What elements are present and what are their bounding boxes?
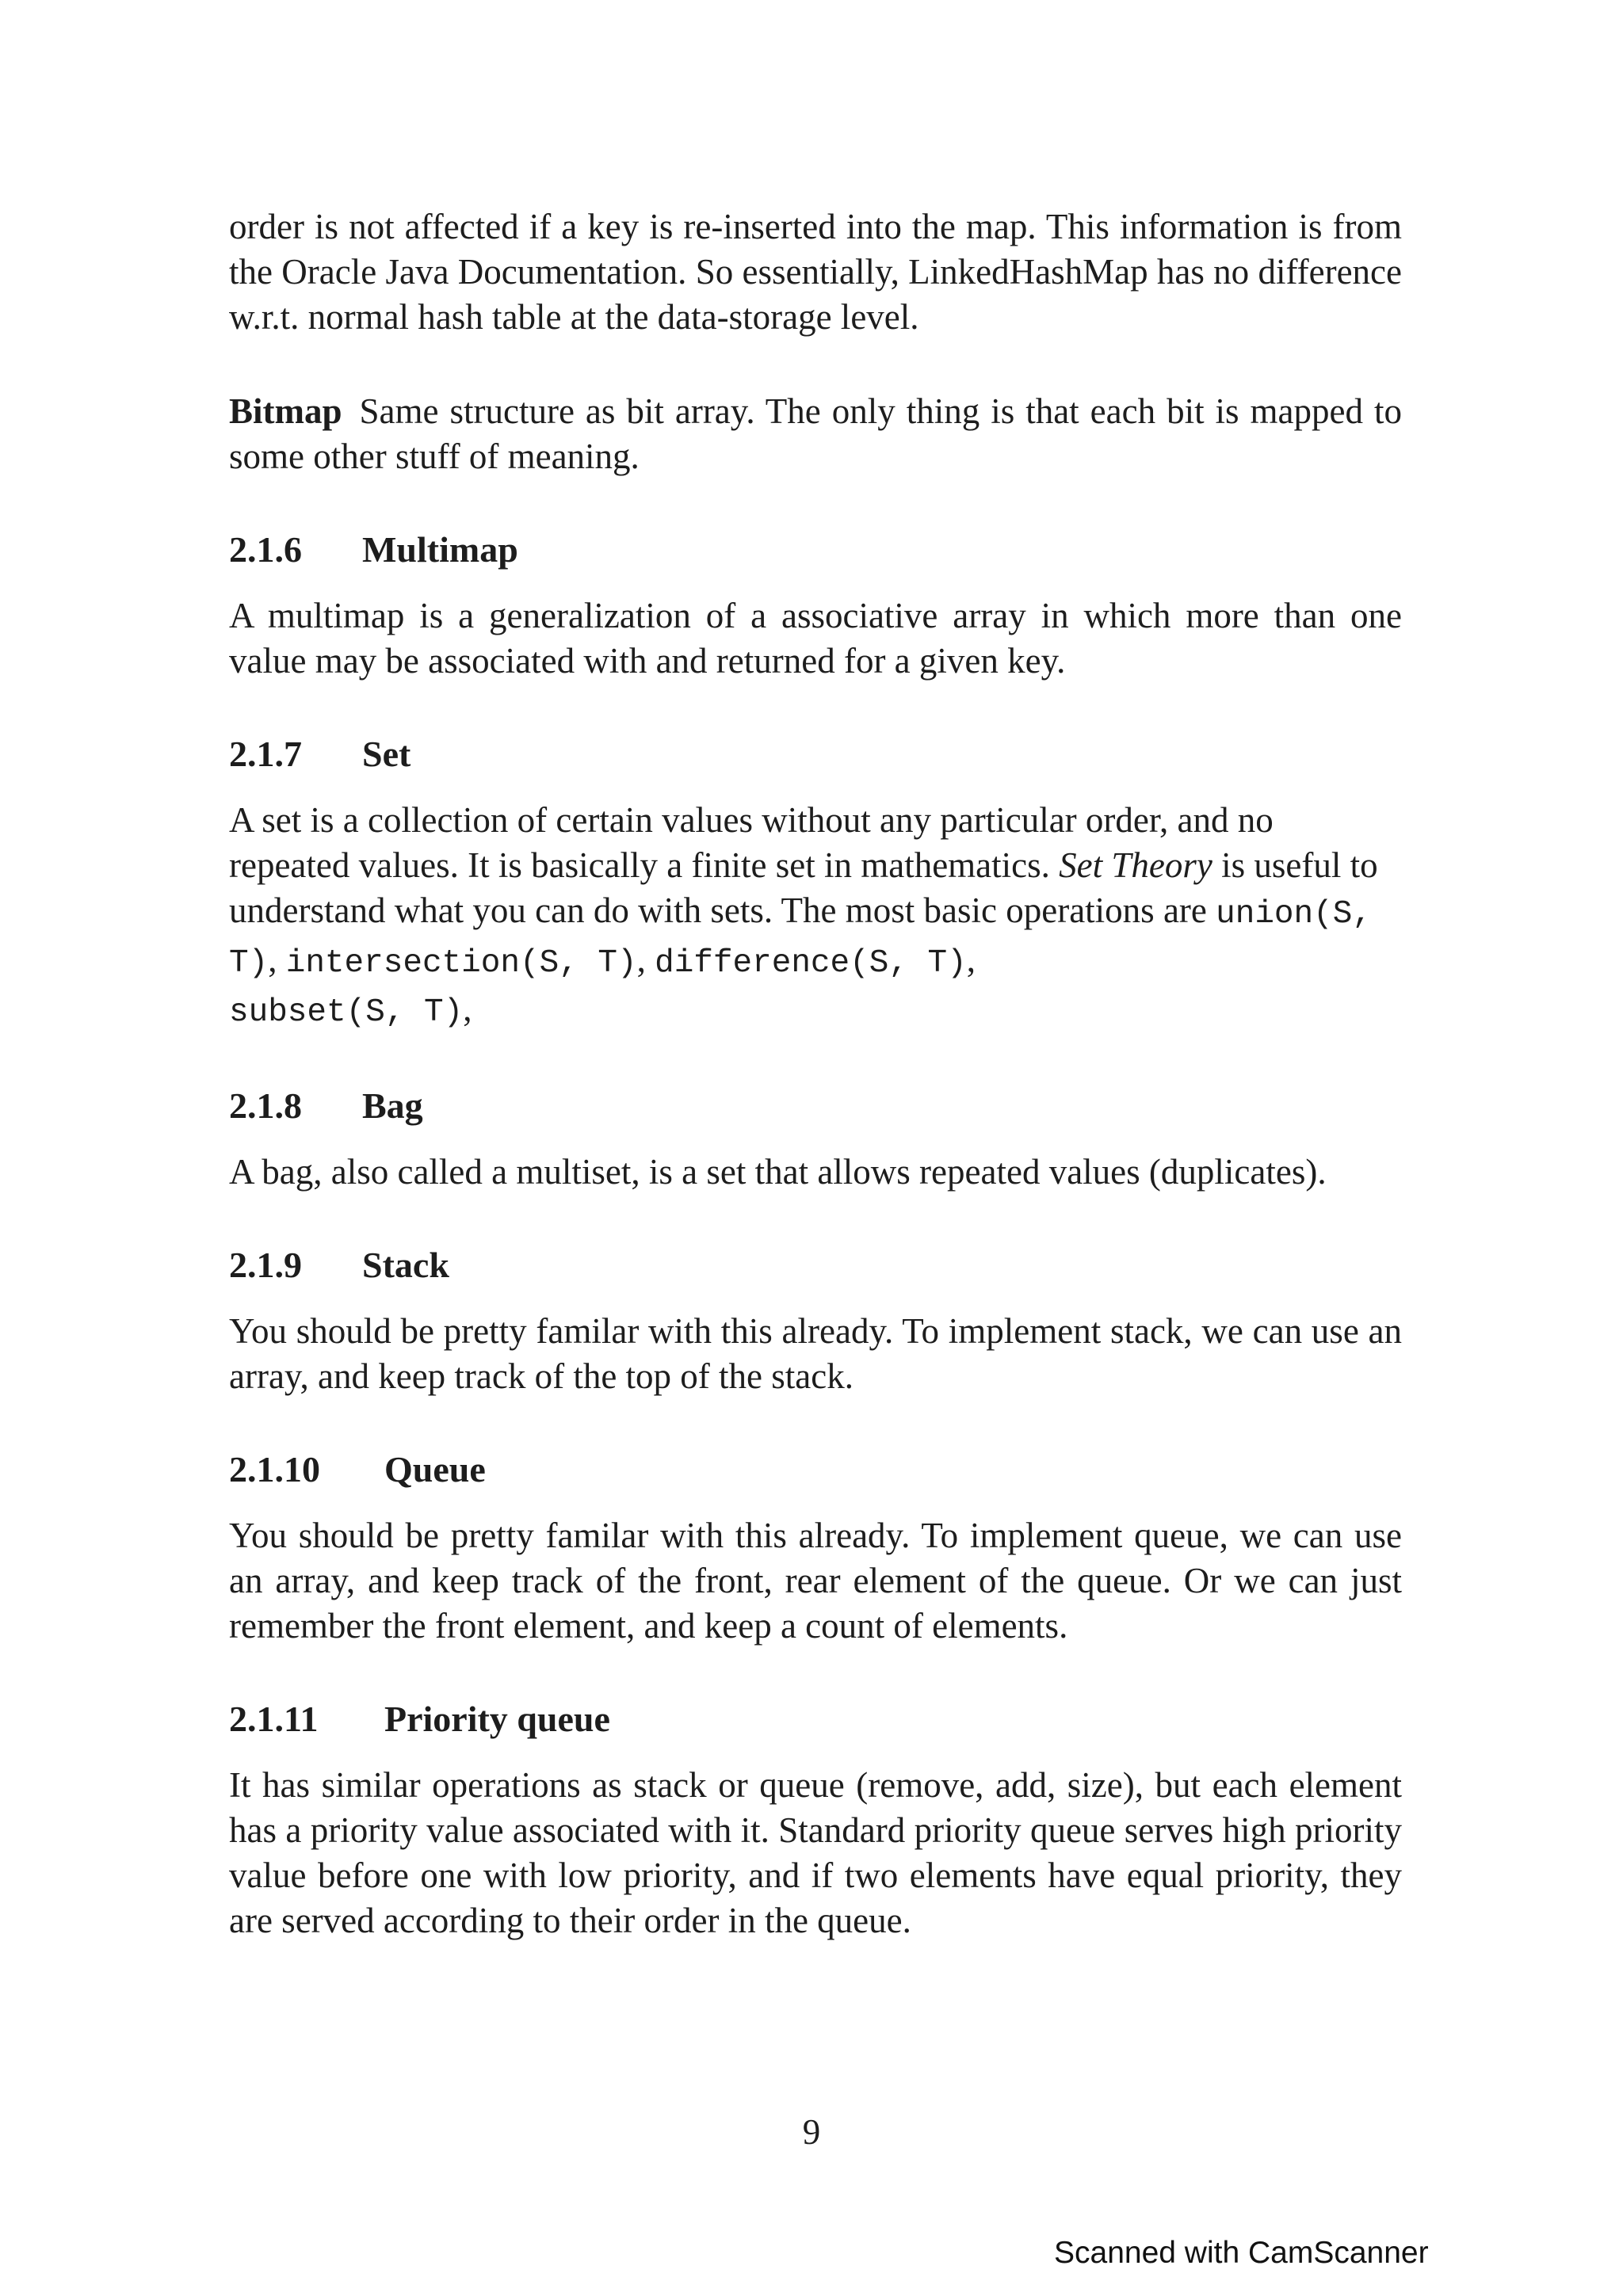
set-theory-emphasis: Set Theory	[1059, 845, 1212, 885]
section-heading-queue	[229, 1447, 1402, 1492]
section-title: Priority queue	[384, 1699, 610, 1739]
section-number: 2.1.7	[229, 734, 302, 774]
separator: ,	[966, 940, 976, 979]
separator: ,	[636, 940, 655, 979]
section-heading-priority-queue	[229, 1696, 1402, 1741]
bitmap-paragraph	[229, 389, 1402, 479]
section-heading-set	[229, 731, 1402, 776]
section-title: Stack	[362, 1245, 449, 1285]
section-body-set	[229, 798, 1402, 1035]
set-text-part: is useful to understand what you can do with sets. The most basic operations are	[229, 845, 1378, 930]
section-heading-multimap	[229, 527, 1402, 572]
section-heading-bag	[229, 1083, 1402, 1128]
code-intersection: intersection(S, T)	[285, 945, 637, 982]
code-difference: difference(S, T)	[655, 945, 967, 982]
separator: ,	[268, 940, 286, 979]
code-subset: subset(S, T)	[229, 994, 464, 1031]
section-body-stack: You should be pretty familar with this already. To implement stack, we can use an array, and keep track of the top of the stack.	[229, 1311, 1402, 1396]
code-union: union(S, T)	[229, 896, 1372, 982]
section-title: Multimap	[362, 529, 518, 570]
section-number: 2.1.10	[229, 1449, 320, 1489]
section-body-priority-queue: It has similar operations as stack or queue (remove, add, size), but each element has a priority value associated with it. Standard priority queue serves high priority value before one with low priority, and if two elements have equal priority, they are served according to their order in the queue.	[229, 1765, 1402, 1940]
scanner-watermark: Scanned with CamScanner	[1054, 2236, 1429, 2270]
section-title: Bag	[362, 1085, 423, 1126]
section-number: 2.1.6	[229, 529, 302, 570]
set-text-part: A set is a collection of certain values without any particular order, and no repeated values. It is basically a finite set in mathematics.	[229, 800, 1274, 885]
section-body-multimap: A multimap is a generalization of a associative array in which more than one value may be associated with and returned for a given key.	[229, 596, 1402, 681]
section-heading-stack	[229, 1242, 1402, 1287]
section-title: Set	[362, 734, 411, 774]
intro-paragraph: order is not affected if a key is re-inserted into the map. This information is from the Oracle Java Documentation. So essentially, LinkedHashMap has no difference w.r.t. normal hash table at the data-storage level.	[229, 207, 1402, 337]
page-number: 9	[802, 2112, 821, 2152]
section-number: 2.1.11	[229, 1699, 319, 1739]
section-body-queue: You should be pretty familar with this already. To implement queue, we can use an array, and keep track of the front, rear element of the queue. Or we can just remember the front element, and keep a count of elements.	[229, 1516, 1402, 1646]
bitmap-heading: Bitmap	[229, 391, 342, 431]
section-number: 2.1.9	[229, 1245, 302, 1285]
bitmap-text: Same structure as bit array. The only thing is that each bit is mapped to some other stuff of meaning.	[229, 391, 1402, 476]
section-title: Queue	[384, 1449, 486, 1489]
section-body-bag: A bag, also called a multiset, is a set that allows repeated values (duplicates).	[229, 1152, 1327, 1192]
separator: ,	[463, 989, 472, 1028]
document-page	[229, 204, 1402, 1943]
section-number: 2.1.8	[229, 1085, 302, 1126]
